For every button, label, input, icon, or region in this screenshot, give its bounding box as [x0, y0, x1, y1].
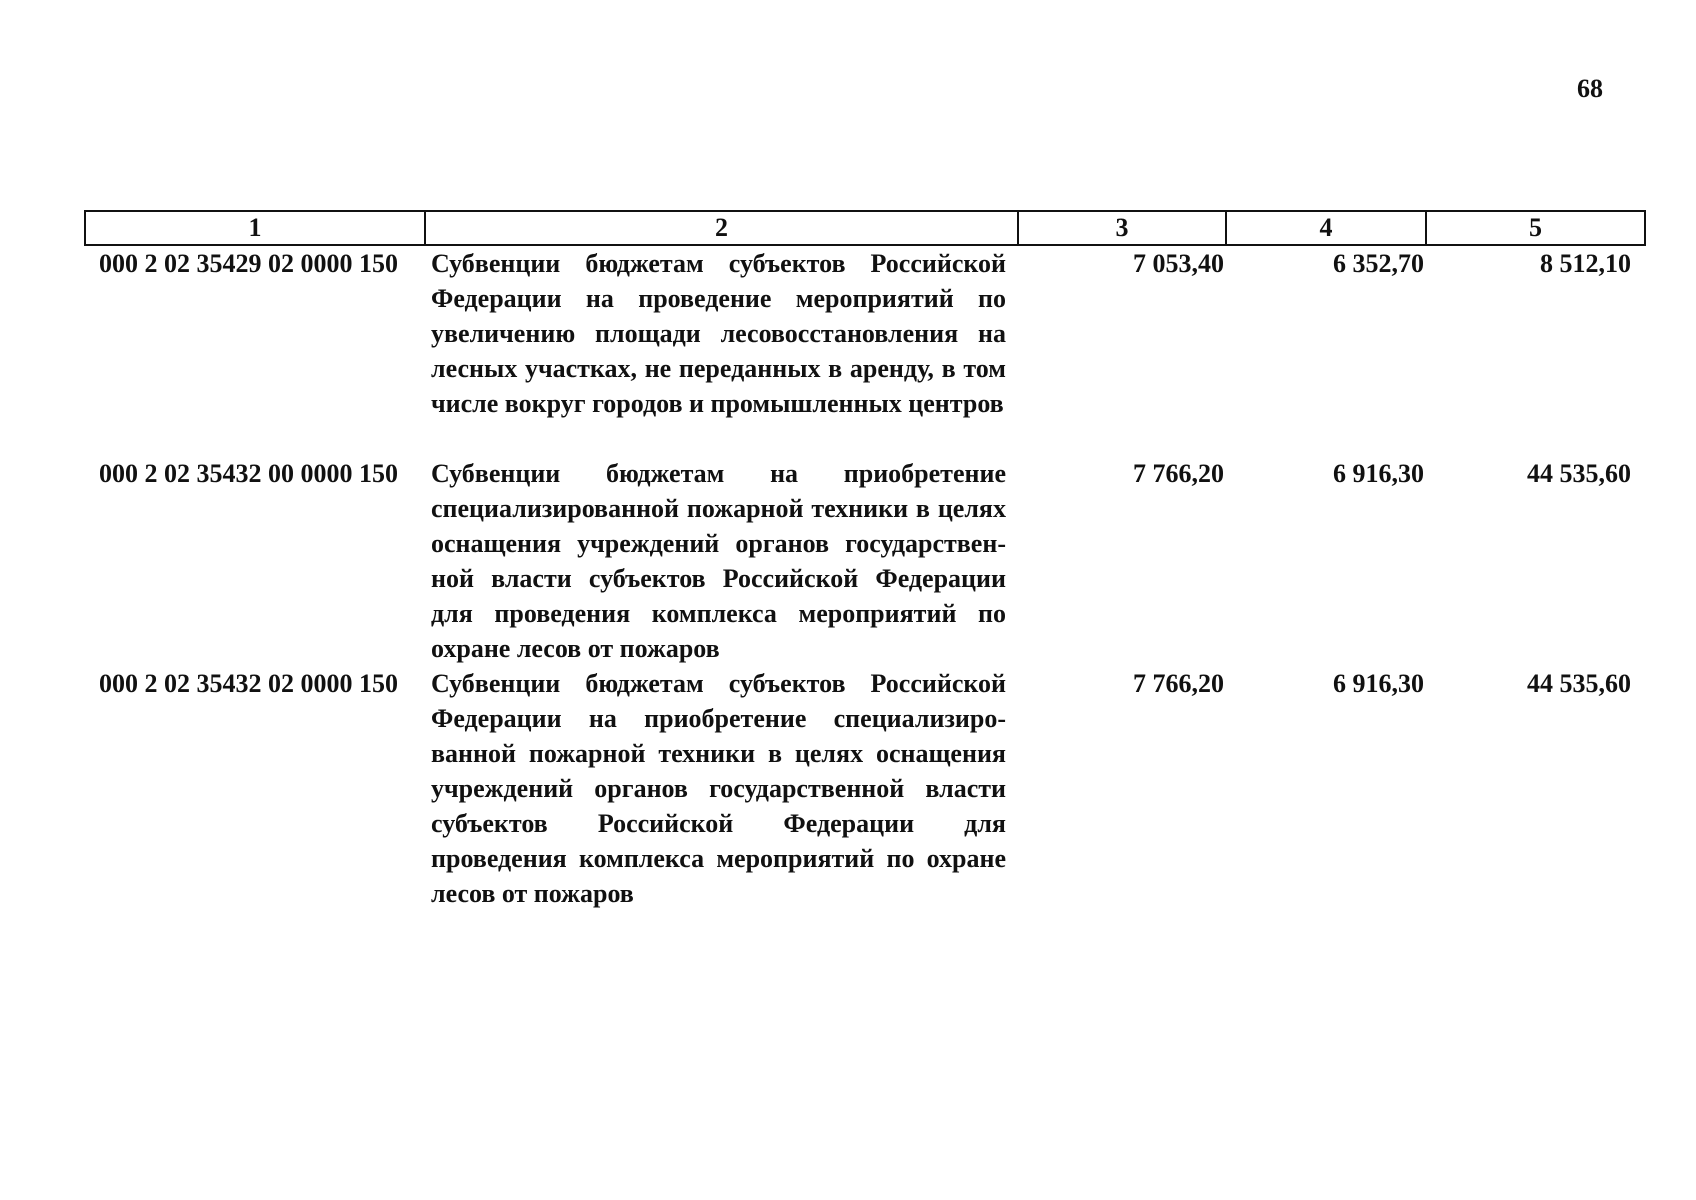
- budget-code-cell: 000 2 02 35432 02 0000 150: [99, 669, 398, 698]
- amount-cell-col3: 7 766,20: [1133, 459, 1224, 488]
- description-cell: Субвенции бюджетам субъектов Российской Федерации на приобретение специализиро-ванной пожарной техники в целях оснащения учреждений органов государственной власти субъектов Российской Федерации для проведения комплекса мероприятий по охране лесов от пожаров: [431, 669, 1006, 908]
- description-cell: Субвенции бюджетам субъектов Российской Федерации на проведение мероприятий по увеличению площади лесовосстановления на лесных участках, не переданных в аренду, в том числе вокруг городов и промышленных центров: [431, 249, 1006, 418]
- amount-cell-col3: 7 766,20: [1133, 669, 1224, 698]
- header-cell-2: 2: [425, 211, 1018, 245]
- budget-table: [84, 210, 1646, 911]
- description-cell: Субвенции бюджетам на приобретение специализированной пожарной техники в целях оснащения учреждений органов государствен-ной власти субъектов Российской Федерации для проведения комплекса мероприятий по охране лесов от пожаров: [431, 459, 1006, 663]
- header-cell-1: 1: [85, 211, 425, 245]
- header-cell-5: 5: [1426, 211, 1645, 245]
- table-row: [85, 666, 1645, 911]
- header-row: [85, 211, 1645, 245]
- amount-cell-col5: 8 512,10: [1540, 249, 1631, 278]
- amount-cell-col4: 6 916,30: [1333, 459, 1424, 488]
- amount-cell-col4: 6 352,70: [1333, 249, 1424, 278]
- amount-cell-col4: 6 916,30: [1333, 669, 1424, 698]
- page-number: 68: [1577, 74, 1603, 103]
- amount-cell-col5: 44 535,60: [1527, 459, 1631, 488]
- table-row: [85, 245, 1645, 456]
- budget-code-cell: 000 2 02 35432 00 0000 150: [99, 459, 398, 488]
- table-header: [85, 211, 1645, 245]
- table-row: [85, 456, 1645, 666]
- amount-cell-col5: 44 535,60: [1527, 669, 1631, 698]
- budget-code-cell: 000 2 02 35429 02 0000 150: [99, 249, 398, 278]
- header-cell-3: 3: [1018, 211, 1226, 245]
- header-cell-4: 4: [1226, 211, 1426, 245]
- amount-cell-col3: 7 053,40: [1133, 249, 1224, 278]
- table-body: [85, 245, 1645, 911]
